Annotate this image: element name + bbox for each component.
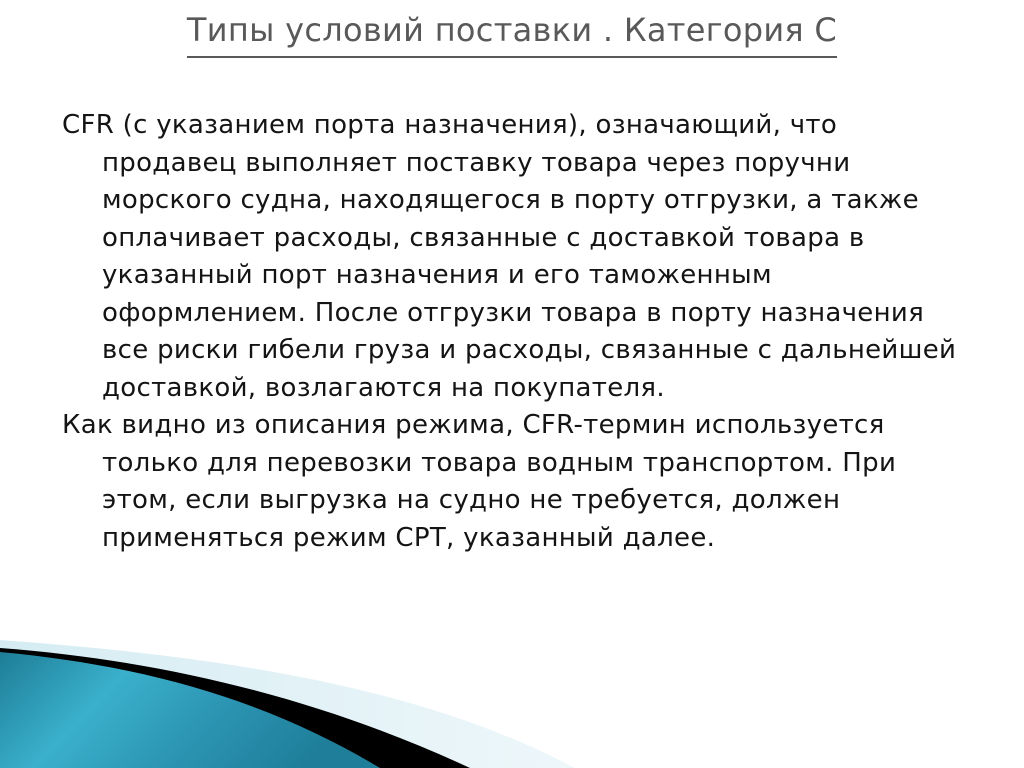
slide-title-container xyxy=(0,0,1024,58)
corner-wave-decoration xyxy=(0,640,1024,768)
slide-content xyxy=(62,107,962,557)
slide-title: Типы условий поставки . Категория С xyxy=(187,4,837,58)
paragraph-cfr-definition: CFR (с указанием порта назначения), означающий, что продавец выполняет поставку товара через поручни морского судна, находящегося в порту отгрузки, а также оплачивает расходы, связанные с доставкой товара в указанный порт назначения и его таможенным оформлением. После отгрузки товара в порту назначения все риски гибели груза и расходы, связанные с дальнейшей доставкой, возлагаются на покупателя. xyxy=(62,110,957,403)
paragraph-cfr-usage: Как видно из описания режима, CFR-термин используется только для перевозки товара водным транспортом. При этом, если выгрузка на судно не требуется, должен применяться режим CPT, указанный далее. xyxy=(62,410,897,553)
